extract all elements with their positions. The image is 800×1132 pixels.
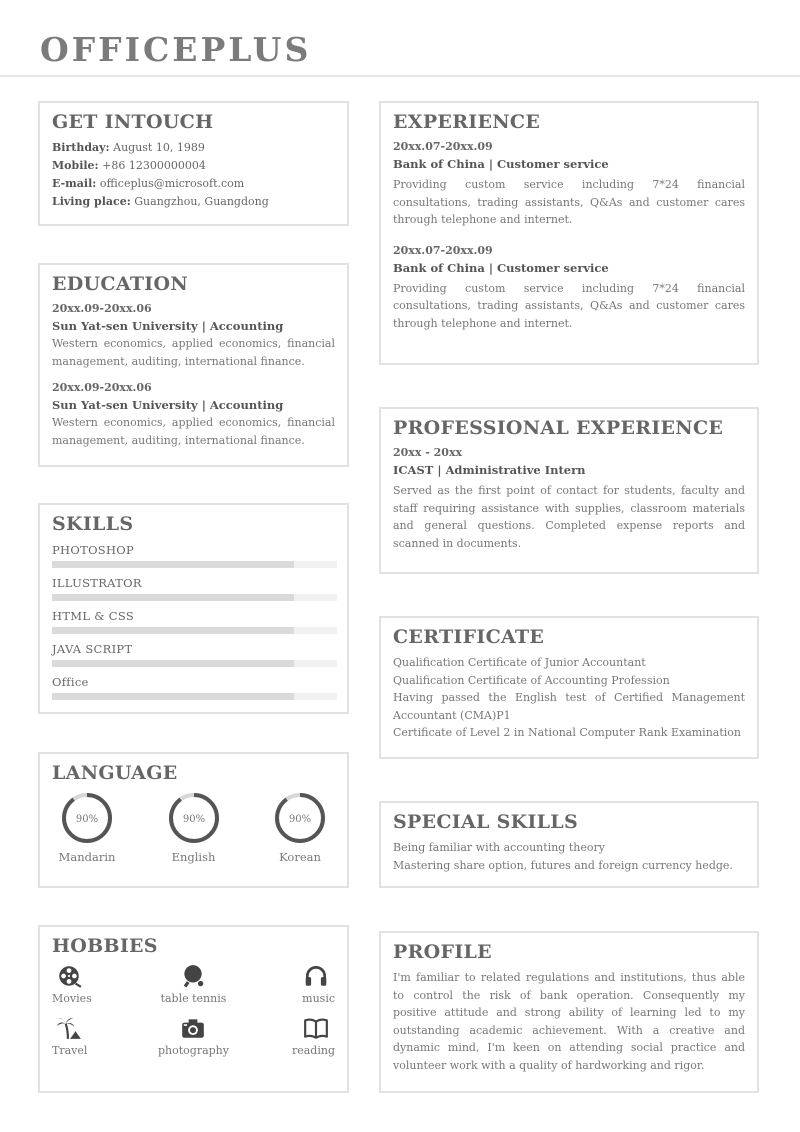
headphones-icon — [303, 963, 329, 989]
skill-row — [52, 640, 335, 667]
hobby-label: reading — [291, 1044, 335, 1057]
contact-title: GET INTOUCH — [52, 111, 214, 133]
place-value: Guangzhou, Guangdong — [134, 195, 269, 208]
hobby-label: Travel — [52, 1044, 88, 1057]
skill-bar-track — [52, 660, 337, 667]
hobbies-card — [38, 925, 349, 1093]
skills-title: SKILLS — [52, 513, 134, 535]
language-name: English — [171, 850, 216, 864]
experience-card — [379, 101, 759, 365]
skill-label: PHOTOSHOP — [52, 543, 135, 557]
skill-bar-track — [52, 693, 337, 700]
professional-title: PROFESSIONAL EXPERIENCE — [393, 417, 724, 439]
skill-row — [52, 574, 335, 601]
skill-bar-fill — [52, 594, 294, 601]
certificate-line: Having passed the English test of Certified Management Accountant (CMA)P1 — [393, 691, 745, 722]
skill-bar-fill — [52, 693, 294, 700]
skill-label: JAVA SCRIPT — [52, 642, 133, 656]
palm-tree-icon — [56, 1015, 82, 1041]
certificate-line: Certificate of Level 2 in National Computer Rank Examination — [393, 726, 741, 739]
hobby-label: table tennis — [160, 992, 227, 1005]
experience-period: 20xx.07-20xx.09 — [393, 140, 493, 153]
special-skill-line: Being familiar with accounting theory — [393, 841, 605, 854]
skill-row — [52, 607, 335, 634]
experience-desc: Providing custom service including 7*24 financial consultations, trading assistants, Q&As and customer cares through telephone and internet. — [393, 281, 745, 330]
hobby-item — [241, 963, 335, 1005]
hobby-item — [241, 1015, 335, 1057]
language-item — [52, 790, 122, 864]
skill-row — [52, 673, 335, 700]
language-item — [159, 790, 229, 864]
education-desc: Western economics, applied economics, financial management, auditing, international finance. — [52, 416, 335, 447]
special-skills-title: SPECIAL SKILLS — [393, 811, 578, 833]
experience-entry — [393, 139, 745, 229]
hobbies-title: HOBBIES — [52, 935, 158, 957]
experience-company: Bank of China | Customer service — [393, 157, 609, 171]
education-card — [38, 263, 349, 467]
film-reel-icon — [56, 963, 82, 989]
hobbies-grid — [52, 963, 335, 1057]
skill-label: HTML & CSS — [52, 609, 135, 623]
certificate-line: Qualification Certificate of Accounting Profession — [393, 673, 670, 687]
skill-bar-track — [52, 594, 337, 601]
experience-entry — [393, 243, 745, 333]
skill-bar-track — [52, 627, 337, 634]
language-list — [52, 790, 335, 864]
education-desc: Western economics, applied economics, financial management, auditing, international finance. — [52, 337, 335, 368]
professional-period: 20xx - 20xx — [393, 446, 463, 459]
language-percent: 90% — [75, 814, 99, 825]
book-icon — [303, 1015, 329, 1041]
education-school: Sun Yat-sen University | Accounting — [52, 319, 284, 333]
hobby-label: music — [302, 992, 335, 1005]
professional-company: ICAST | Administrative Intern — [393, 463, 586, 477]
education-period: 20xx.09-20xx.06 — [52, 302, 152, 315]
profile-card — [379, 931, 759, 1093]
birthday-value: August 10, 1989 — [113, 141, 205, 154]
language-percent: 90% — [182, 814, 205, 825]
hobby-label: Movies — [52, 992, 92, 1005]
skill-bar-fill — [52, 561, 294, 568]
mobile-value: +86 12300000004 — [102, 159, 206, 172]
skill-row — [52, 541, 335, 568]
profile-text: I'm familiar to related regulations and institutions, thus able to control the risk of bank operation. Consequently my positive attitude and strong ability of learning led to my outstanding academic achievement. With a creative and dynamic mind, I'm keen on attending social practice and volunteer work with a quality of hardworking and rigor. — [393, 971, 745, 1072]
hobby-item — [146, 1015, 240, 1057]
skills-card — [38, 503, 349, 714]
skill-bar-track — [52, 561, 337, 568]
brand-title: OFFICEPLUS — [40, 30, 312, 69]
language-percent: 90% — [288, 814, 312, 825]
language-name: Korean — [279, 850, 321, 864]
hobby-item — [146, 963, 240, 1005]
certificate-line: Qualification Certificate of Junior Accountant — [393, 656, 646, 669]
experience-company: Bank of China | Customer service — [393, 260, 609, 275]
special-skill-line: Mastering share option, futures and foreign currency hedge. — [393, 858, 733, 872]
place-line: Living place: Guangzhou, Guangdong — [52, 195, 269, 208]
language-item — [265, 790, 335, 864]
skills-list — [52, 541, 335, 700]
skill-label: ILLUSTRATOR — [52, 576, 142, 590]
skill-bar-fill — [52, 627, 294, 634]
header-divider — [0, 75, 800, 77]
hobby-item — [52, 963, 146, 1005]
email-value: officeplus@microsoft.com — [99, 177, 245, 190]
language-ring — [166, 790, 222, 846]
professional-desc: Served as the first point of contact for students, faculty and staff requiring assistance with supplies, classroom materials and general questions. Completed expense reports and scanned in documents. — [393, 484, 745, 550]
professional-card — [379, 407, 759, 574]
hobby-label: photography — [157, 1044, 229, 1057]
certificate-title: CERTIFICATE — [393, 626, 545, 648]
special-skills-card — [379, 801, 759, 888]
education-entry — [52, 380, 335, 449]
education-period: 20xx.09-20xx.06 — [52, 381, 152, 394]
experience-period: 20xx.07-20xx.09 — [393, 243, 493, 257]
camera-icon — [180, 1015, 206, 1041]
education-title: EDUCATION — [52, 273, 188, 295]
education-entry — [52, 301, 335, 370]
certificate-card — [379, 616, 759, 759]
skill-bar-fill — [52, 660, 294, 667]
education-school: Sun Yat-sen University | Accounting — [52, 398, 284, 412]
mobile-line: Mobile: +86 12300000004 — [52, 159, 206, 172]
language-ring — [272, 790, 328, 846]
email-line: E-mail: officeplus@microsoft.com — [52, 177, 245, 190]
language-ring — [59, 790, 115, 846]
language-card — [38, 752, 349, 888]
contact-card — [38, 101, 349, 226]
hobby-item — [52, 1015, 146, 1057]
language-title: LANGUAGE — [52, 762, 178, 784]
table-tennis-icon — [180, 963, 206, 989]
experience-title: EXPERIENCE — [393, 111, 541, 133]
profile-title: PROFILE — [393, 941, 492, 963]
birthday-line: Birthday: August 10, 1989 — [52, 141, 205, 154]
language-name: Mandarin — [58, 850, 116, 864]
experience-desc: Providing custom service including 7*24 financial consultations, trading assistants, Q&As and customer cares through telephone and internet. — [393, 178, 745, 226]
skill-label: Office — [52, 675, 89, 689]
